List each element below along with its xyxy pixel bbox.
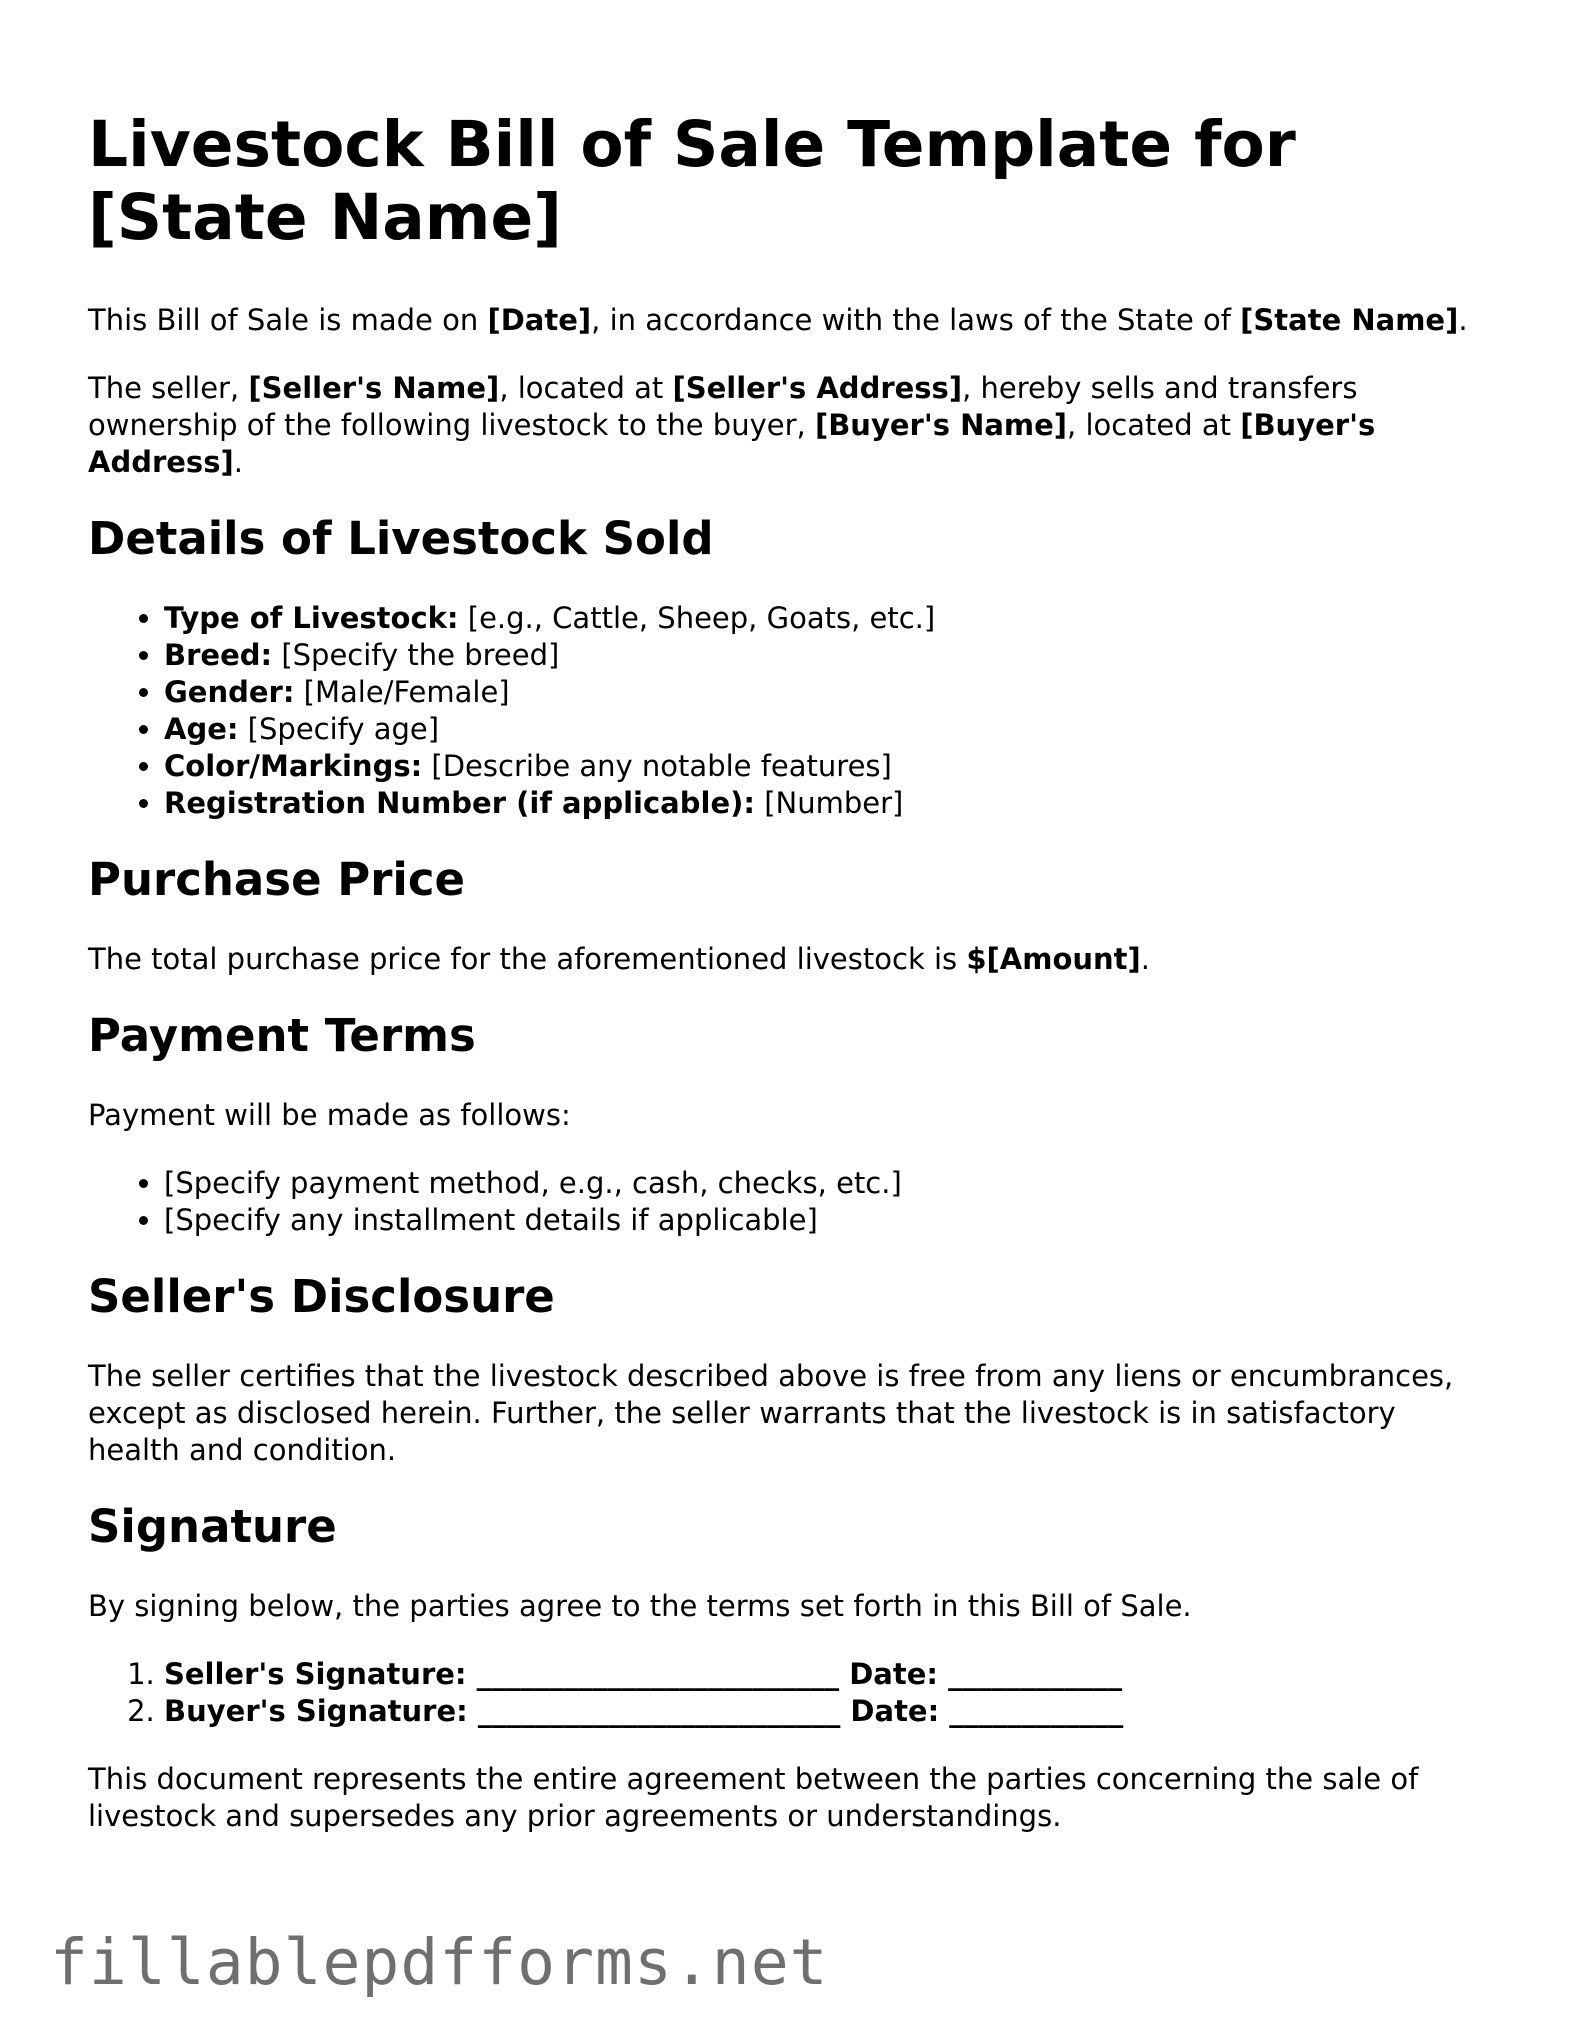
payment-heading: Payment Terms [88,1009,476,1062]
detail-value: [Specify age] [238,712,440,746]
disclosure-paragraph: The seller certifies that the livestock described above is free from any liens or encumbrances, except as disclosed herein. Further, the seller warrants that the livestock is in satisfactory health and condition. [88,1359,1454,1467]
seller-name-placeholder: [Seller's Name] [248,371,500,405]
disclosure-heading: Seller's Disclosure [88,1270,555,1323]
list-item [164,711,1488,748]
closing-paragraph: This document represents the entire agreement between the parties concerning the sale of livestock and supersedes any prior agreements or understandings. [88,1762,1419,1833]
list-item [164,637,1488,674]
amount-placeholder: $[Amount] [966,942,1141,976]
buyer-name-placeholder: [Buyer's Name] [814,408,1068,442]
seller-address-placeholder: [Seller's Address] [672,371,963,405]
payment-paragraph: Payment will be made as follows: [88,1098,571,1132]
list-item [164,600,1488,637]
detail-label: Age: [164,712,239,746]
watermark: fillablepdfforms.net [50,1926,829,1999]
detail-value: [Specify the breed] [272,638,560,672]
list-item [164,1693,1488,1730]
detail-value: [e.g., Cattle, Sheep, Goats, etc.] [458,601,936,635]
page-title: Livestock Bill of Sale Template for [State Name] [88,108,1296,254]
intro-text: , hereby sells and transfers ownership of the following livestock to the buyer, [88,371,1358,442]
intro-text: , located at [499,371,673,405]
detail-value: [Number] [754,786,904,820]
detail-label: Registration Number (if applicable): [164,786,755,820]
intro-text: . [233,445,243,479]
list-item [164,785,1488,822]
detail-label: Type of Livestock: [164,601,459,635]
buyer-address-placeholder: [Buyer's Address] [88,408,1376,479]
intro-paragraph-parties [88,370,1488,481]
detail-value: [Describe any notable features] [422,749,892,783]
detail-label: Breed: [164,638,273,672]
document-page [88,108,1488,1866]
details-heading: Details of Livestock Sold [88,512,714,565]
list-item: • [Specify payment method, e.g., cash, checks, etc.] [164,1165,1488,1202]
signature-list [88,1656,1488,1730]
state-placeholder: [State Name] [1240,303,1459,337]
intro-text: , in accordance with the laws of the State of [591,303,1241,337]
detail-label: Color/Markings: [164,749,423,783]
intro-text: This Bill of Sale is made on [88,303,488,337]
detail-value: [Male/Female] [294,675,510,709]
payment-list [88,1165,1488,1239]
list-item [164,1656,1488,1693]
list-item [164,674,1488,711]
signature-line: Buyer's Signature: _________________________ Date: ____________ [164,1694,1124,1728]
details-list [88,600,1488,822]
price-heading: Purchase Price [88,853,466,906]
intro-text: . [1458,303,1468,337]
list-item [164,748,1488,785]
price-paragraph [88,941,1488,978]
detail-label: Gender: [164,675,295,709]
intro-paragraph-date [88,302,1488,339]
price-text: The total purchase price for the aforementioned livestock is [88,942,967,976]
intro-text: , located at [1067,408,1241,442]
list-item: • [Specify any installment details if applicable] [164,1202,1488,1239]
signature-paragraph: By signing below, the parties agree to the terms set forth in this Bill of Sale. [88,1589,1192,1623]
price-text: . [1140,942,1150,976]
signature-heading: Signature [88,1500,337,1553]
signature-line: Seller's Signature: _________________________ Date: ____________ [164,1657,1123,1691]
date-placeholder: [Date] [487,303,592,337]
intro-text: The seller, [88,371,249,405]
